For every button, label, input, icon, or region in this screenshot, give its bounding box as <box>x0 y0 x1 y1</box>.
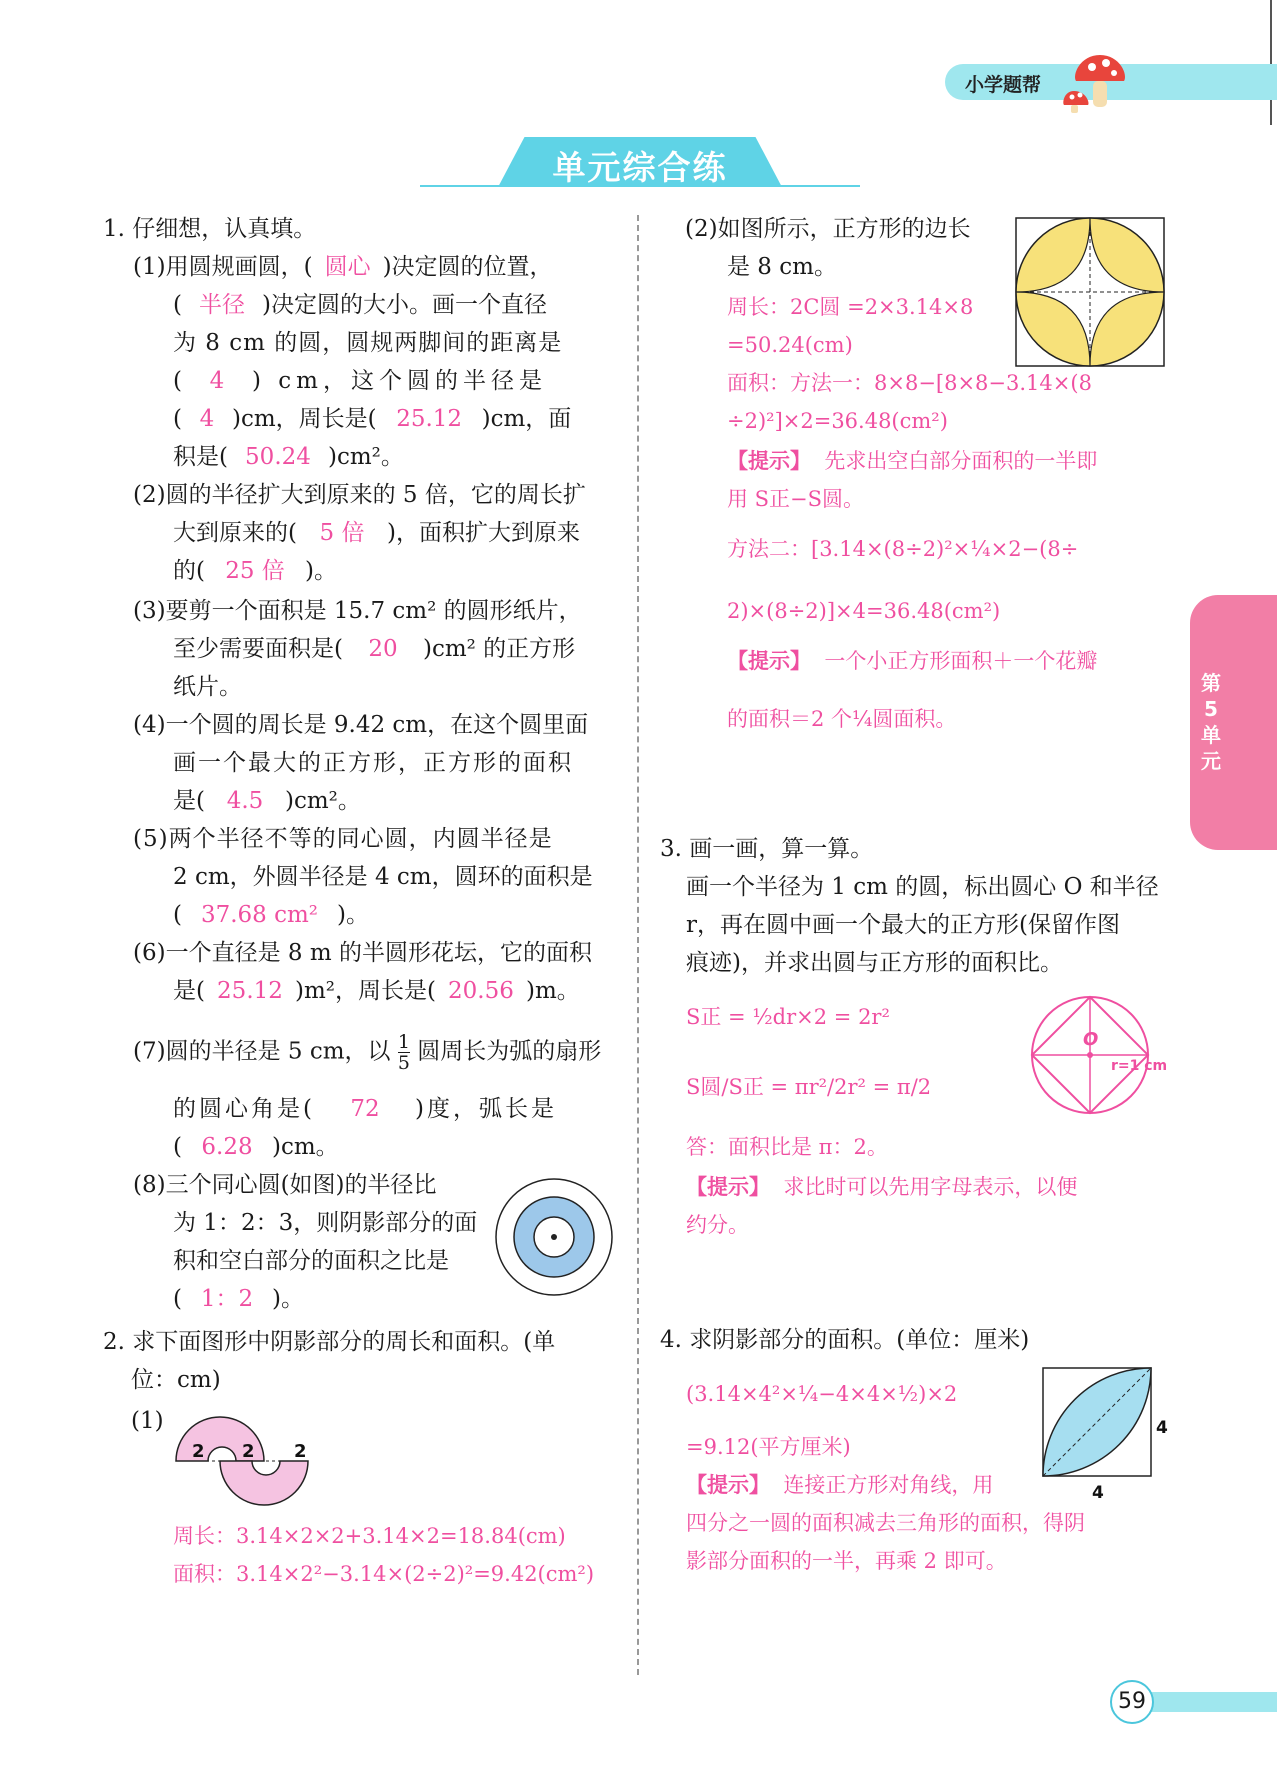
q4-answer: (3.14×4²×¼−4×4×½)×2 <box>686 1382 958 1406</box>
q1-line: 为 8 cm 的圆，圆规两脚间的距离是 <box>173 330 563 356</box>
q2-part2-answer: =50.24(cm) <box>727 333 853 357</box>
q1-line: (1)用圆规画圆，( 圆心 )决定圆的位置， <box>133 248 553 286</box>
answer: 25 倍 <box>225 558 285 584</box>
circle-square-construction-figure <box>1025 990 1170 1120</box>
q2-part2-answer: ÷2)²]×2=36.48(cm²) <box>727 409 948 433</box>
q1-line: 大到原来的( 5 倍 )，面积扩大到原来 <box>173 514 580 552</box>
q2-title-cont: 位：cm) <box>131 1367 221 1393</box>
q1-line: (4)一个圆的周长是 9.42 cm，在这个圆里面 <box>133 712 589 738</box>
answer: 4 <box>199 406 215 432</box>
fig-label: O <box>1083 1029 1099 1050</box>
q1-line: 的( 25 倍 )。 <box>173 552 337 590</box>
q1-line: ( 6.28 )cm。 <box>173 1128 339 1166</box>
mushroom-icon <box>1060 45 1140 115</box>
q1-line: (3)要剪一个面积是 15.7 cm² 的圆形纸片， <box>133 598 582 624</box>
brand-label: 小学题帮 <box>965 74 1042 96</box>
fig-label: 2 <box>294 1441 307 1462</box>
q3-answer: S圆/S正 = πr²/2r² = π/2 <box>686 1075 932 1099</box>
answer: 5 倍 <box>319 520 365 546</box>
q2-part1-perimeter: 周长：3.14×2×2+3.14×2=18.84(cm) <box>173 1524 566 1548</box>
q1-line: (6)一个直径是 8 m 的半圆形花坛，它的面积 <box>133 940 592 966</box>
q1-line: 积是( 50.24 )cm²。 <box>173 438 404 476</box>
answer: 6.28 <box>201 1134 253 1160</box>
q3-line: 痕迹)，并求出圆与正方形的面积比。 <box>686 950 1063 976</box>
q1-line: 2 cm，外圆半径是 4 cm，圆环的面积是 <box>173 864 593 890</box>
q2-part2-line: 是 8 cm。 <box>727 254 837 280</box>
q4-hint: 四分之一圆的面积减去三角形的面积，得阴 <box>686 1511 1085 1535</box>
answer: 37.68 cm² <box>200 902 319 928</box>
q1-line: (2)圆的半径扩大到原来的 5 倍，它的周长扩 <box>133 482 586 508</box>
q1-line: 纸片。 <box>173 674 242 700</box>
answer: 25.12 <box>396 406 463 432</box>
q3-answer: S正 = ½dr×2 = 2r² <box>686 1005 890 1029</box>
unit-side-label: 第5单元 <box>1201 671 1221 773</box>
q1-line: 为 1：2：3，则阴影部分的面 <box>173 1210 478 1236</box>
answer: 1：2 <box>200 1286 254 1312</box>
q2-part2-method2: 2)×(8÷2)]×4=36.48(cm²) <box>727 599 1001 623</box>
q3-hint: 约分。 <box>686 1213 749 1237</box>
q2-part2-answer: 周长：2C圆 =2×3.14×8 <box>727 295 974 319</box>
fig-label: 4 <box>1092 1483 1104 1503</box>
answer: 20 <box>368 636 398 662</box>
q1-line: (5)两个半径不等的同心圆，内圆半径是 <box>133 826 553 852</box>
q1-line: ( 4 )cm，周长是( 25.12 )cm，面 <box>173 400 571 438</box>
page-number: 59 <box>1110 1680 1154 1724</box>
answer: 半径 <box>198 292 245 318</box>
q2-part2-hint: 【提示】 一个小正方形面积＋一个花瓣 <box>727 648 1098 673</box>
q2-part2-answer: 面积：方法一：8×8−[8×8−3.14×(8 <box>727 371 1092 395</box>
page-edge-line <box>1270 0 1272 125</box>
q1-title: 1. 仔细想，认真填。 <box>103 216 317 242</box>
q1-line: (8)三个同心圆(如图)的半径比 <box>133 1172 437 1198</box>
q2-part2-hint: 的面积＝2 个¼圆面积。 <box>727 707 957 731</box>
section-title: 单元综合练 <box>552 148 728 187</box>
answer: 25.12 <box>217 978 283 1004</box>
q2-part1-area: 面积：3.14×2²−3.14×(2÷2)²=9.42(cm²) <box>173 1562 595 1586</box>
q1-line: 是( 25.12 )m²，周长是( 20.56 )m。 <box>173 972 580 1010</box>
q1-line: 积和空白部分的面积之比是 <box>173 1248 449 1274</box>
answer: 4 <box>209 368 225 394</box>
footer-bar <box>1145 1692 1277 1712</box>
q2-part2-hint: 【提示】 先求出空白部分面积的一半即 <box>727 448 1098 473</box>
q2-part2-line: (2)如图所示，正方形的边长 <box>685 216 971 242</box>
fig-label: 2 <box>192 1441 205 1462</box>
q3-line: 画一个半径为 1 cm 的圆，标出圆心 O 和半径 <box>686 874 1159 900</box>
q1-line: 画一个最大的正方形，正方形的面积 <box>173 750 573 776</box>
q3-title: 3. 画一画，算一算。 <box>660 836 874 862</box>
square-circle-flower-figure <box>1014 216 1166 368</box>
q4-title: 4. 求阴影部分的面积。(单位：厘米) <box>660 1327 1030 1353</box>
yin-yang-shape-figure <box>170 1405 330 1515</box>
fig-label: 2 <box>242 1441 255 1462</box>
q1-line: 是( 4.5 )cm²。 <box>173 782 361 820</box>
q1-line: ( 1：2 )。 <box>173 1280 304 1318</box>
q3-line: r，再在圆中画一个最大的正方形(保留作图 <box>686 912 1120 938</box>
concentric-circles-figure <box>492 1175 616 1299</box>
q1-line: 的圆心角是( 72 )度，弧长是 <box>173 1090 557 1128</box>
column-divider <box>637 215 639 1675</box>
fig-label: 4 <box>1156 1418 1168 1438</box>
q3-hint: 【提示】 求比时可以先用字母表示，以便 <box>686 1174 1078 1199</box>
leaf-shape-figure <box>1040 1365 1170 1505</box>
q3-answer: 答：面积比是 π：2。 <box>686 1135 888 1159</box>
answer: 50.24 <box>245 444 311 470</box>
answer: 4.5 <box>226 788 264 814</box>
q2-part2-method2: 方法二：[3.14×(8÷2)²×¼×2−(8÷ <box>727 537 1079 561</box>
q1-line: 至少需要面积是( 20 )cm² 的正方形 <box>173 630 575 668</box>
answer: 圆心 <box>324 254 371 280</box>
q1-line: (7)圆的半径是 5 cm，以 $\frac{1}{5}$ 圆周长为弧的扇形 <box>133 1031 602 1074</box>
q1-line: ( 37.68 cm² )。 <box>173 896 369 934</box>
q4-hint: 影部分面积的一半，再乘 2 即可。 <box>686 1549 1007 1573</box>
q2-part1-label: (1) <box>131 1408 164 1434</box>
q2-part2-hint: 用 S正−S圆。 <box>727 487 865 511</box>
q4-hint: 【提示】 连接正方形对角线，用 <box>686 1472 994 1497</box>
answer: 20.56 <box>448 978 514 1004</box>
answer: 72 <box>350 1096 380 1122</box>
q2-title: 2. 求下面图形中阴影部分的周长和面积。(单 <box>103 1329 556 1355</box>
q1-line: ( 半径 )决定圆的大小。画一个直径 <box>173 286 547 324</box>
fraction: $\frac{1}{5}$ <box>397 1031 410 1074</box>
q1-line: ( 4 ) cm，这个圆的半径是 <box>173 362 547 400</box>
q4-answer: =9.12(平方厘米) <box>686 1435 851 1459</box>
fig-label: r=1 cm <box>1111 1058 1168 1074</box>
